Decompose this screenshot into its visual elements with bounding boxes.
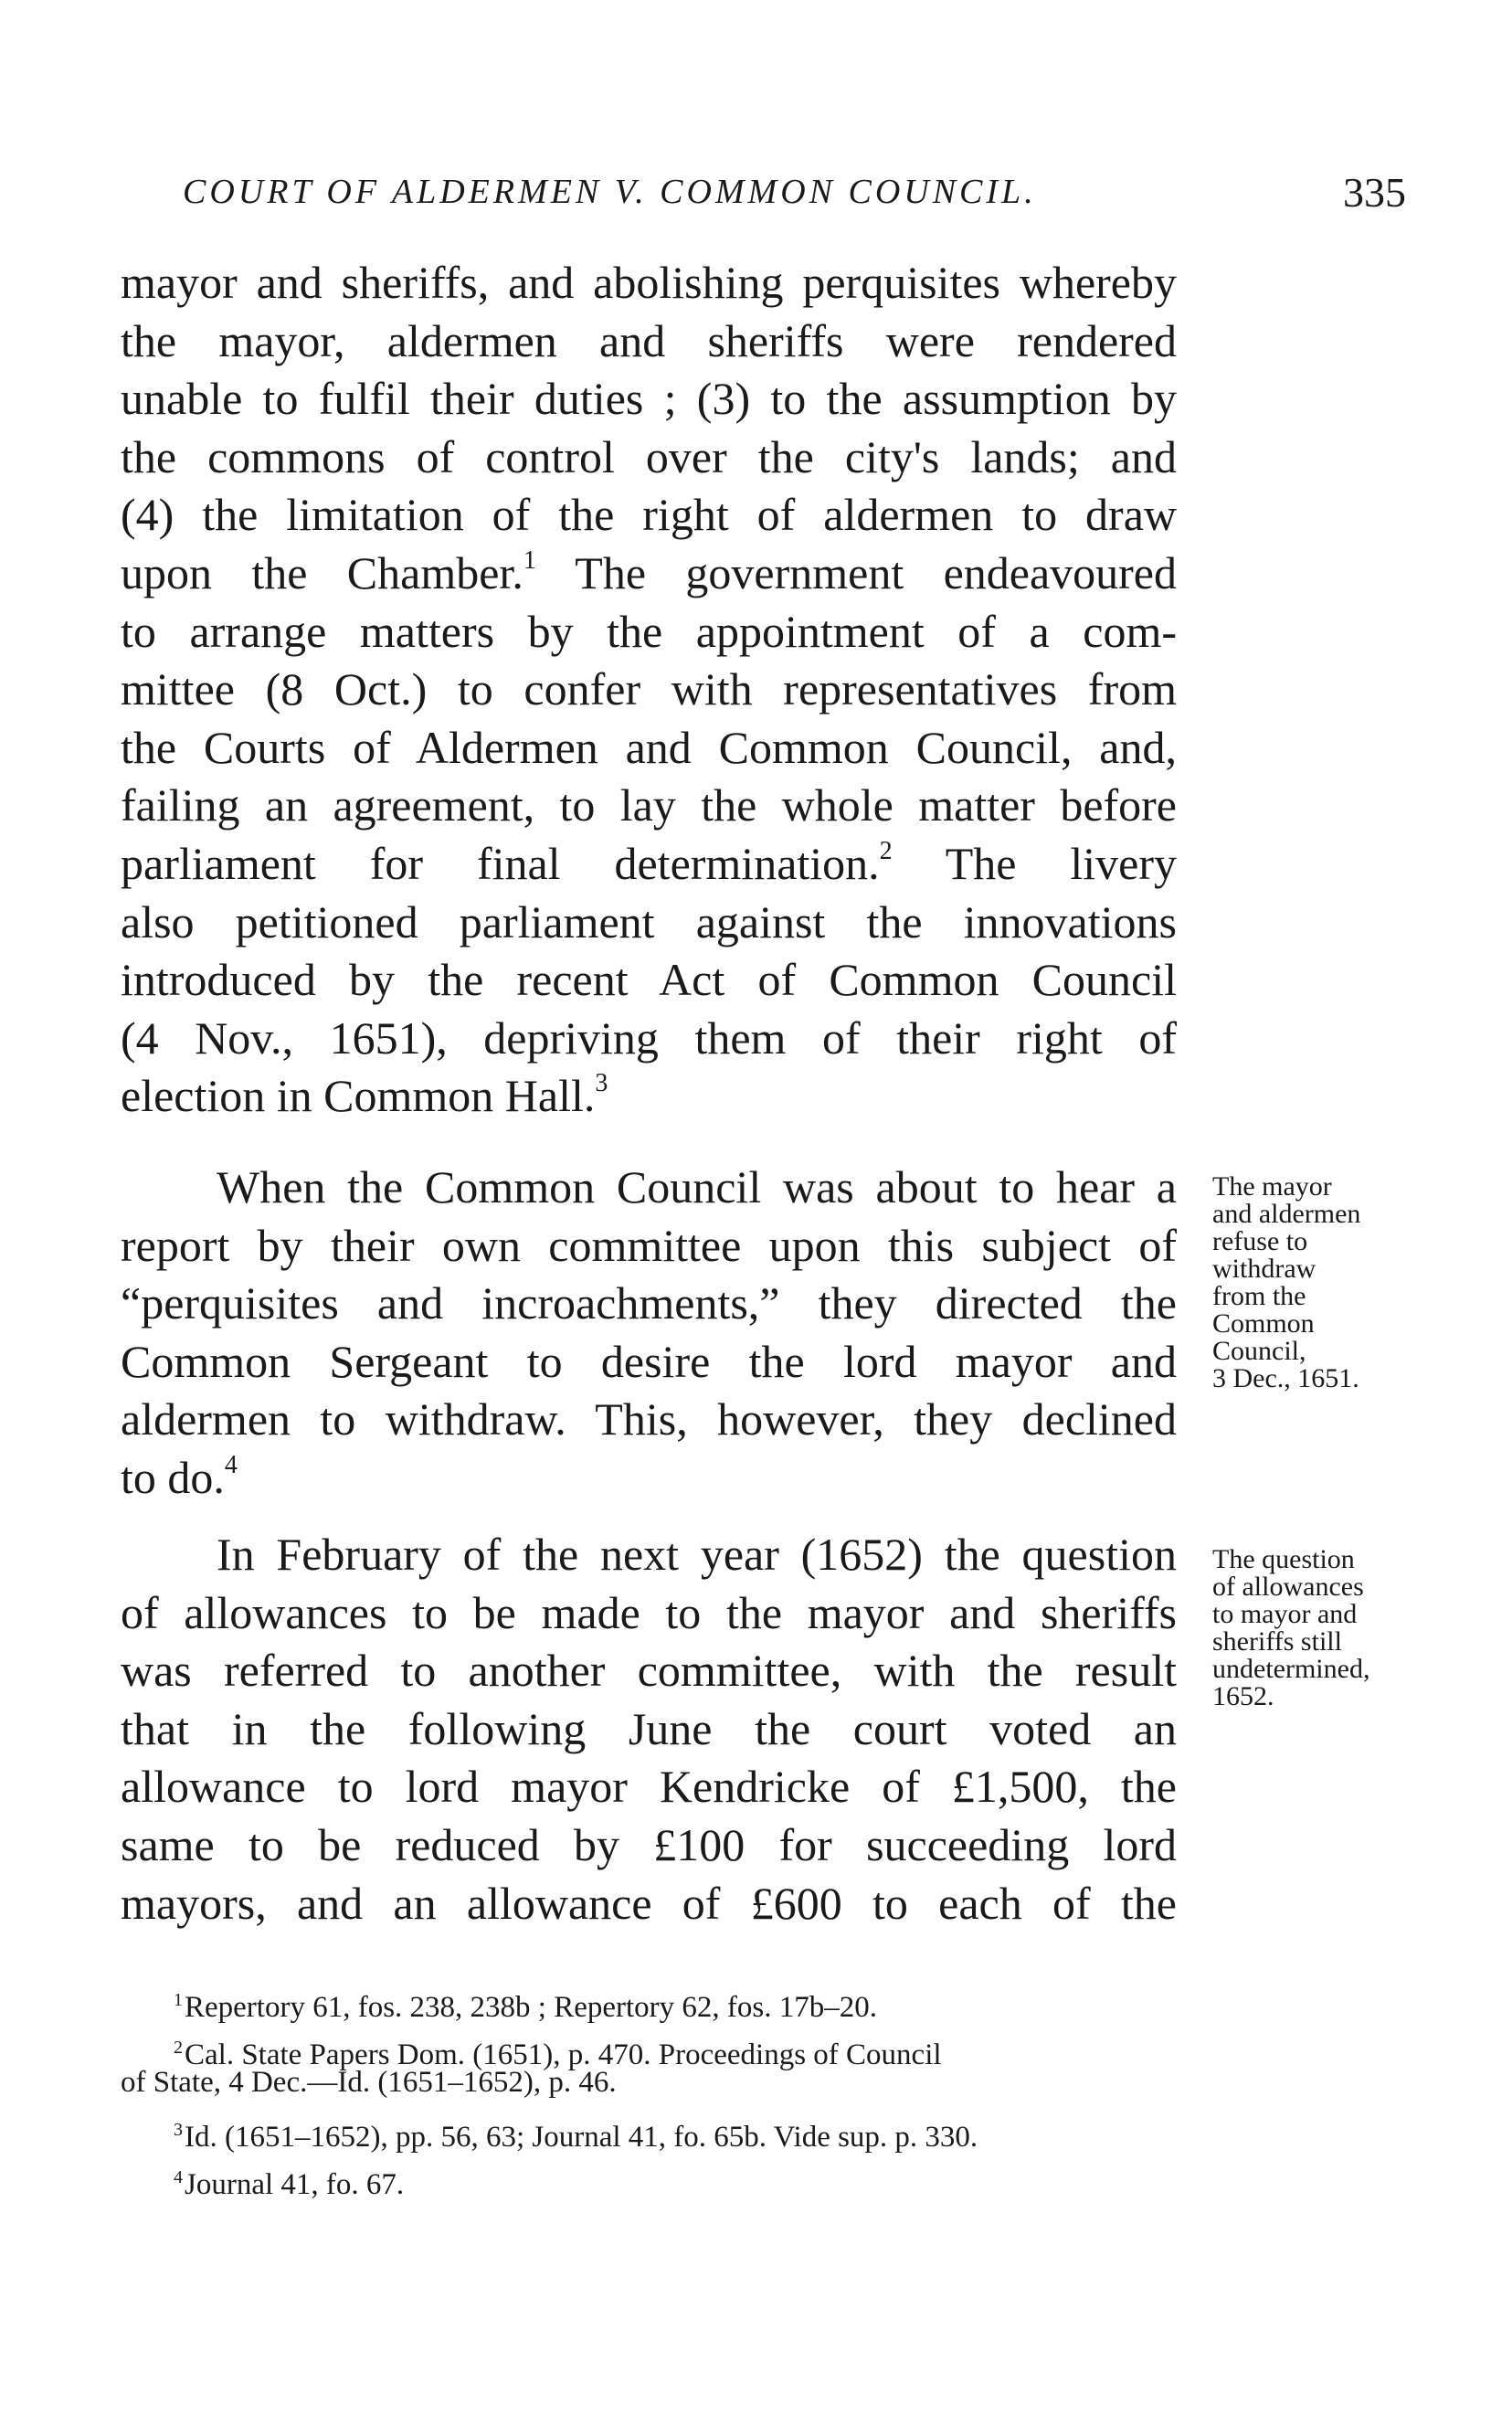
margin-note-line: The mayor (1212, 1171, 1332, 1202)
margin-note-line: 1652. (1212, 1681, 1274, 1711)
text-line: same to be reduced by £100 for succeeding lord (121, 1818, 1177, 1870)
text-line (121, 545, 1177, 603)
paragraph-1 (121, 254, 1177, 1126)
margin-note-line: and aldermen (1212, 1199, 1361, 1229)
footnote-text: of State, 4 Dec.—Id. (1651–1652), p. 46. (121, 2066, 617, 2099)
footnote-text: Repertory 61, fos. 238, 238b ; Repertory 62, fos. 17b–20. (185, 1991, 877, 2024)
margin-note (1212, 1173, 1486, 1392)
line-text: election in Common Hall. (121, 1070, 596, 1122)
text-line: report by their own committee upon this subject of (121, 1219, 1177, 1271)
text-line: unable to fulfil their duties ; (3) to the assumption by (121, 373, 1177, 425)
footnote-text: Cal. State Papers Dom. (1651), p. 470. Proceedings of Council (185, 2038, 942, 2071)
text-line: of allowances to be made to the mayor and sheriffs (121, 1586, 1177, 1638)
text-line: the mayor, aldermen and sheriffs were rendered (121, 314, 1177, 366)
footnotes (121, 1983, 1177, 2201)
margin-note-line: undetermined, (1212, 1654, 1370, 1684)
text-line: aldermen to withdraw. This, however, they declined (121, 1393, 1177, 1445)
text-line: mayors, and an allowance of £600 to each of the (121, 1877, 1177, 1929)
footnote (121, 1983, 1177, 2024)
text-line: failing an agreement, to lay the whole matter before (121, 779, 1177, 831)
margin-note-line: from the (1212, 1281, 1306, 1311)
footnote-mark: 4 (174, 2167, 183, 2187)
text-line: was referred to another committee, with the result (121, 1645, 1177, 1697)
footnote-mark: 2 (174, 2038, 183, 2058)
text-line: the commons of control over the city's lands; and (121, 430, 1177, 482)
text-line: also petitioned parliament against the innovations (121, 895, 1177, 948)
text-line (121, 1449, 1177, 1508)
margin-note-line: sheriffs still (1212, 1626, 1342, 1657)
text-line (121, 1067, 1177, 1126)
footnote (121, 2112, 1177, 2154)
margin-note-line: Council, (1212, 1336, 1306, 1366)
line-text: parliament for final determination. (121, 837, 880, 889)
line-text: upon the Chamber. (121, 546, 523, 598)
footnote-mark: 1 (174, 1990, 183, 2010)
running-head: COURT OF ALDERMEN V. COMMON COUNCIL. (183, 173, 1037, 211)
footnote-text: Journal 41, fo. 67. (185, 2168, 405, 2201)
margin-note (1212, 1546, 1486, 1710)
footnote-ref: 2 (879, 836, 893, 865)
text-line: mittee (8 Oct.) to confer with representatives from (121, 663, 1177, 715)
text-line: allowance to lord mayor Kendricke of £1,500, the (121, 1761, 1177, 1813)
page-number: 335 (1343, 169, 1406, 216)
text-line: In February of the next year (1652) the question (217, 1529, 1177, 1580)
margin-note-line: of allowances (1212, 1572, 1364, 1602)
margin-note-line: withdraw (1212, 1254, 1316, 1284)
line-text: The livery (945, 837, 1177, 889)
footnote-ref: 3 (595, 1069, 608, 1098)
margin-note-line: The question (1212, 1544, 1355, 1574)
footnote (121, 2030, 1177, 2071)
margin-note-line: to mayor and (1212, 1599, 1358, 1629)
line-text: to do. (121, 1451, 225, 1503)
margin-note-line: Common (1212, 1308, 1315, 1339)
footnote-mark: 3 (174, 2120, 183, 2140)
text-line: mayor and sheriffs, and abolishing perquisites whereby (121, 257, 1177, 308)
paragraph-3 (121, 1526, 1177, 1932)
text-line: When the Common Council was about to hear a (217, 1161, 1177, 1212)
text-line: the Courts of Aldermen and Common Council, and, (121, 721, 1177, 773)
footnote-ref: 1 (523, 545, 536, 575)
text-line: to arrange matters by the appointment of a com- (121, 605, 1177, 657)
text-line: that in the following June the court voted an (121, 1702, 1177, 1754)
footnote-ref: 4 (224, 1450, 238, 1479)
footnote-text: Id. (1651–1652), pp. 56, 63; Journal 41, fo. 65b. Vide sup. p. 330. (185, 2121, 978, 2154)
text-line: “perquisites and incroachments,” they directed the (121, 1277, 1177, 1329)
text-line: (4 Nov., 1651), depriving them of their right of (121, 1011, 1177, 1064)
text-line (121, 835, 1177, 894)
line-text: The government endeavoured (575, 546, 1177, 598)
text-line: introduced by the recent Act of Common Council (121, 954, 1177, 1006)
text-line: Common Sergeant to desire the lord mayor and (121, 1335, 1177, 1387)
footnote (121, 2160, 1177, 2201)
margin-note-line: 3 Dec., 1651. (1212, 1363, 1359, 1393)
text-line: (4) the limitation of the right of aldermen to draw (121, 489, 1177, 541)
margin-note-line: refuse to (1212, 1226, 1308, 1256)
paragraph-2 (121, 1159, 1177, 1508)
